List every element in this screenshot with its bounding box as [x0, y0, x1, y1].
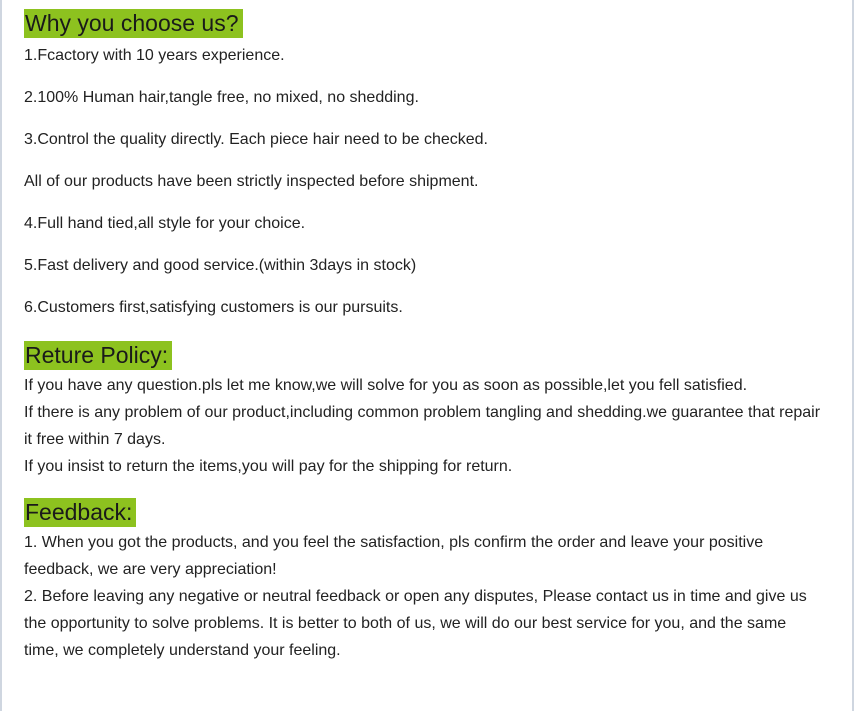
- return-policy-paragraph: If you insist to return the items,you will pay for the shipping for return.: [24, 458, 513, 475]
- feedback-section: [24, 498, 824, 664]
- left-frame-border: [0, 0, 2, 711]
- product-description: [24, 9, 824, 664]
- feedback-paragraph: 1. When you got the products, and you feel the satisfaction, pls confirm the order and leave your positive feedback, we are very appreciation!: [24, 534, 764, 578]
- why-choose-us-section: [24, 9, 824, 318]
- feedback-heading: Feedback:: [24, 498, 136, 527]
- feedback-paragraph: 2. Before leaving any negative or neutral feedback or open any disputes, Please contact us in time and give us the opportunity to solve problems. It is better to both of us, we will do our best service for you, and the same time, we completely understand your feeling.: [24, 588, 807, 659]
- return-policy-text: [24, 372, 824, 480]
- return-policy-heading: Reture Policy:: [24, 341, 172, 370]
- list-item: 2.100% Human hair,tangle free, no mixed, no shedding.: [24, 89, 419, 106]
- why-choose-us-heading: Why you choose us?: [24, 9, 243, 38]
- list-item: 3.Control the quality directly. Each piece hair need to be checked.: [24, 131, 488, 148]
- why-choose-us-list: [24, 46, 824, 318]
- return-policy-paragraph: If there is any problem of our product,including common problem tangling and shedding.we guarantee that repair it free within 7 days.: [24, 404, 821, 448]
- return-policy-section: [24, 341, 824, 480]
- feedback-text: [24, 529, 824, 664]
- list-item: 1.Fcactory with 10 years experience.: [24, 47, 285, 64]
- list-item: 4.Full hand tied,all style for your choice.: [24, 215, 306, 232]
- list-item: 6.Customers first,satisfying customers is our pursuits.: [24, 299, 403, 316]
- list-item: All of our products have been strictly inspected before shipment.: [24, 173, 479, 190]
- return-policy-paragraph: If you have any question.pls let me know,we will solve for you as soon as possible,let you fell satisfied.: [24, 377, 748, 394]
- list-item: 5.Fast delivery and good service.(within 3days in stock): [24, 257, 417, 274]
